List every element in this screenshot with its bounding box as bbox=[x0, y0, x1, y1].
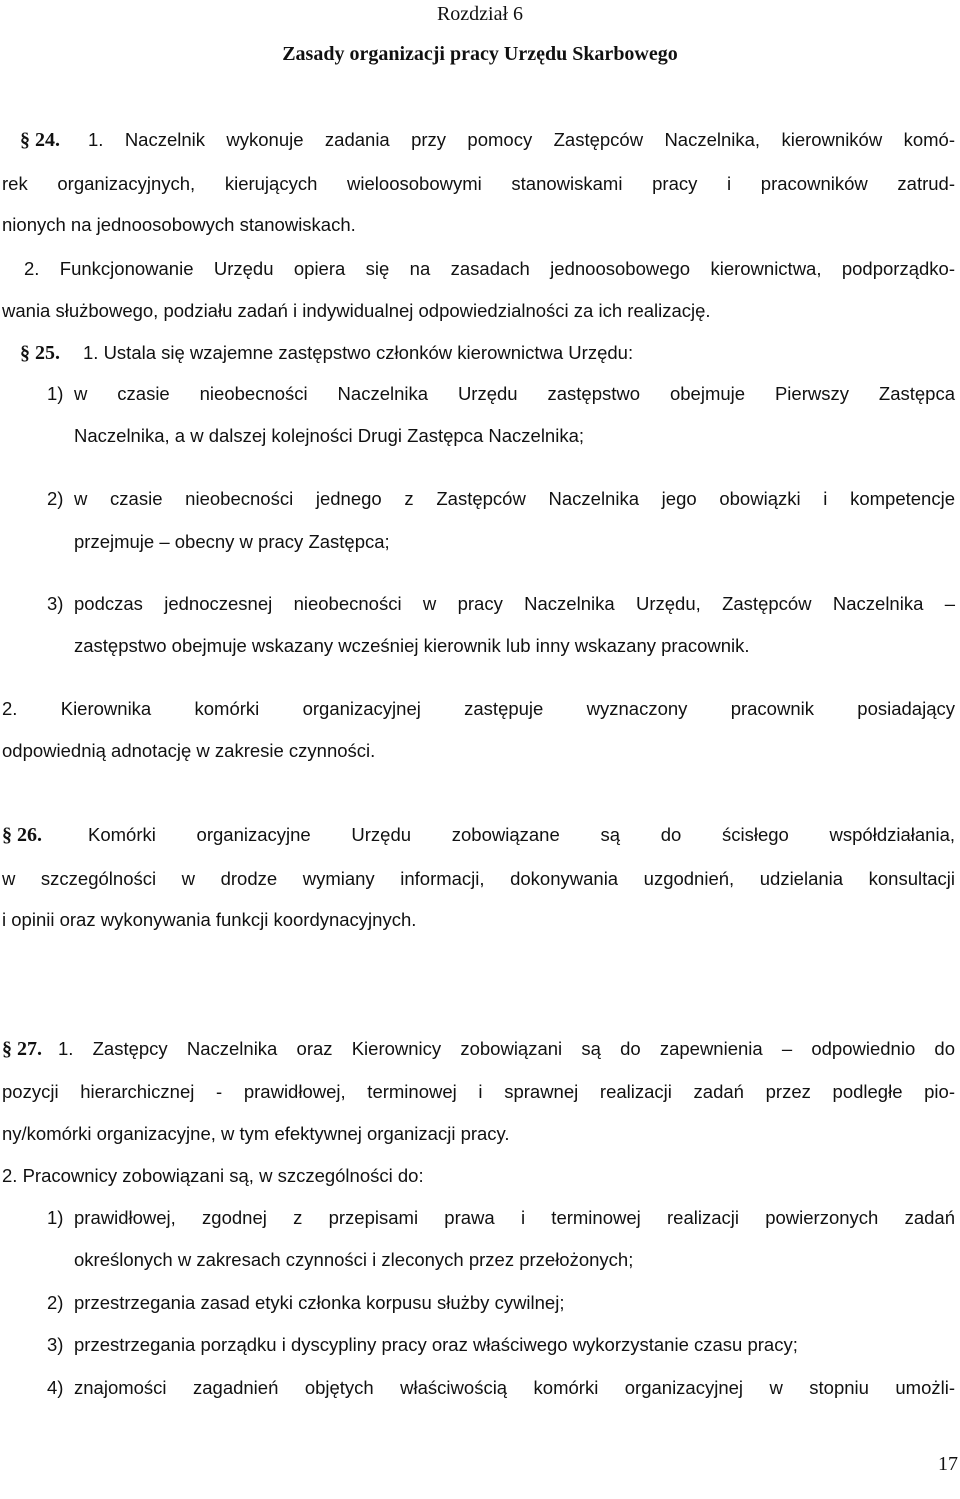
chapter-title: Zasady organizacji pracy Urzędu Skarbowego bbox=[282, 43, 678, 65]
s25-item-1-line-2: Naczelnika, a w dalszej kolejności Drugi Zastępca Naczelnika; bbox=[74, 425, 585, 446]
s25-item-2-line-1: w czasie nieobecności jednego z Zastępców Naczelnika jego obowiązki i kompetencje bbox=[74, 488, 955, 509]
s27-item-3-line-1: przestrzegania porządku i dyscypliny pracy oraz właściwego wykorzystanie czasu pracy; bbox=[74, 1334, 798, 1355]
s25-intro: 1. Ustala się wzajemne zastępstwo członków kierownictwa Urzędu: bbox=[83, 342, 634, 363]
s27-item-1-line-2: określonych w zakresach czynności i zleconych przez przełożonych; bbox=[74, 1249, 634, 1270]
s27-item-3-marker: 3) bbox=[47, 1334, 64, 1355]
s25-p2-line-1: 2. Kierownika komórki organizacyjnej zastępuje wyznaczony pracownik posiadający bbox=[2, 698, 955, 719]
s27-line-2: pozycji hierarchicznej - prawidłowej, terminowej i sprawnej realizacji zadań przez podległe pio- bbox=[2, 1081, 955, 1102]
s27-item-4-marker: 4) bbox=[47, 1377, 64, 1398]
s24-line-5: wania służbowego, podziału zadań i indywidualnej odpowiedzialności za ich realizację. bbox=[2, 300, 711, 321]
section-27-number: § 27. bbox=[2, 1038, 42, 1060]
s25-item-1-marker: 1) bbox=[47, 383, 64, 404]
s24-line-2: rek organizacyjnych, kierujących wieloosobowymi stanowiskami pracy i pracowników zatrud- bbox=[2, 173, 955, 194]
s24-line-3: nionych na jednoosobowych stanowiskach. bbox=[2, 214, 356, 235]
s24-line-1: 1. Naczelnik wykonuje zadania przy pomocy Zastępców Naczelnika, kierowników komó- bbox=[88, 129, 955, 150]
s25-item-3-marker: 3) bbox=[47, 593, 64, 614]
section-25-number: § 25. bbox=[20, 342, 60, 364]
s27-item-1-line-1: prawidłowej, zgodnej z przepisami prawa i terminowej realizacji powierzonych zadań bbox=[74, 1207, 955, 1228]
s25-item-3-line-1: podczas jednoczesnej nieobecności w pracy Naczelnika Urzędu, Zastępców Naczelnika – bbox=[74, 593, 955, 614]
section-26-number: § 26. bbox=[2, 824, 42, 846]
s26-line-1: Komórki organizacyjne Urzędu zobowiązane są do ścisłego współdziałania, bbox=[88, 824, 955, 845]
s25-item-1-line-1: w czasie nieobecności Naczelnika Urzędu zastępstwo obejmuje Pierwszy Zastępca bbox=[74, 383, 955, 404]
section-24-number: § 24. bbox=[20, 129, 60, 151]
s27-item-2-marker: 2) bbox=[47, 1292, 64, 1313]
s27-item-1-marker: 1) bbox=[47, 1207, 64, 1228]
s27-line-3: ny/komórki organizacyjne, w tym efektywnej organizacji pracy. bbox=[2, 1123, 510, 1144]
s25-item-2-line-2: przejmuje – obecny w pracy Zastępca; bbox=[74, 531, 390, 552]
s25-item-2-marker: 2) bbox=[47, 488, 64, 509]
s26-line-3: i opinii oraz wykonywania funkcji koordynacyjnych. bbox=[2, 909, 417, 930]
s27-line-1: 1. Zastępcy Naczelnika oraz Kierownicy zobowiązani są do zapewnienia – odpowiednio do bbox=[58, 1038, 955, 1059]
s27-item-4-line-1: znajomości zagadnień objętych właściwością komórki organizacyjnej w stopniu umożli- bbox=[74, 1377, 955, 1398]
s25-p2-line-2: odpowiednią adnotację w zakresie czynności. bbox=[2, 740, 376, 761]
s25-item-3-line-2: zastępstwo obejmuje wskazany wcześniej kierownik lub inny wskazany pracownik. bbox=[74, 635, 750, 656]
chapter-label: Rozdział 6 bbox=[436, 3, 524, 25]
s24-line-4: 2. Funkcjonowanie Urzędu opiera się na zasadach jednoosobowego kierownictwa, podporządko- bbox=[24, 258, 955, 279]
page-number: 17 bbox=[938, 1453, 958, 1475]
s26-line-2: w szczególności w drodze wymiany informacji, dokonywania uzgodnień, udzielania konsultacji bbox=[2, 868, 955, 889]
s27-line-4: 2. Pracownicy zobowiązani są, w szczególności do: bbox=[2, 1165, 424, 1186]
s27-item-2-line-1: przestrzegania zasad etyki członka korpusu służby cywilnej; bbox=[74, 1292, 565, 1313]
